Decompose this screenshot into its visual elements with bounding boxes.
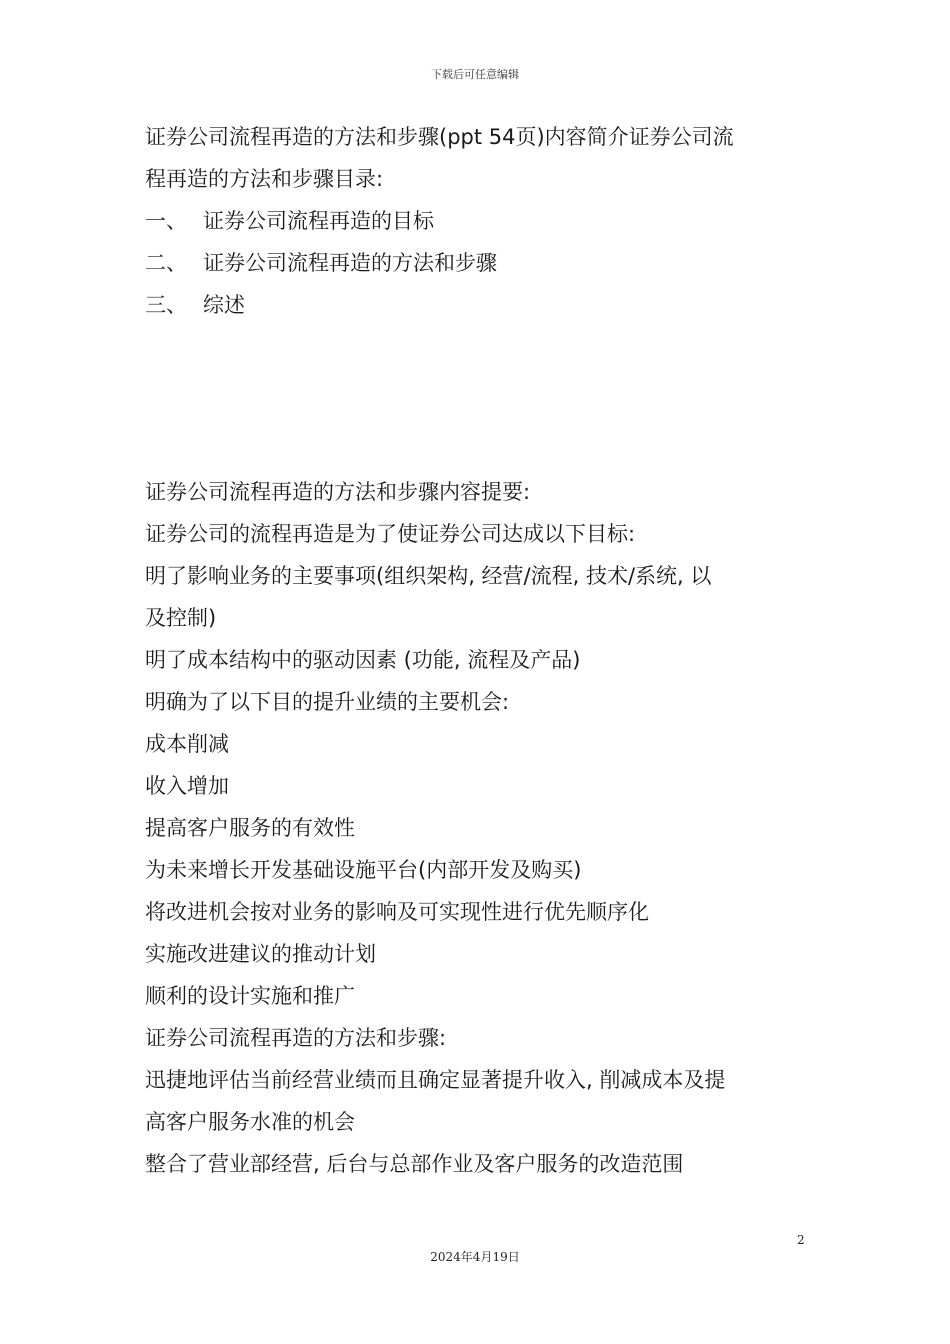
summary-line: 证券公司流程再造的方法和步骤:	[145, 1026, 447, 1050]
toc-item	[145, 200, 810, 242]
summary-line: 将改进机会按对业务的影响及可实现性进行优先顺序化	[145, 900, 649, 924]
toc-number: 三、	[145, 293, 187, 317]
summary-block	[145, 471, 810, 1185]
toc-item	[145, 284, 810, 326]
page-header: 下载后可任意编辑	[431, 68, 519, 81]
summary-line: 收入增加	[145, 774, 229, 798]
summary-line: 为未来增长开发基础设施平台(内部开发及购买)	[145, 858, 582, 882]
summary-line: 明了成本结构中的驱动因素 (功能, 流程及产品)	[145, 648, 581, 672]
toc-label: 证券公司流程再造的方法和步骤	[203, 251, 497, 275]
toc-number: 二、	[145, 251, 187, 275]
summary-line: 证券公司的流程再造是为了使证券公司达成以下目标:	[145, 522, 636, 546]
toc-label: 综述	[203, 293, 245, 317]
summary-line: 成本削减	[145, 732, 229, 756]
summary-line: 顺利的设计实施和推广	[145, 984, 355, 1008]
summary-line: 整合了营业部经营, 后台与总部作业及客户服务的改造范围	[145, 1152, 684, 1176]
summary-line: 明确为了以下目的提升业绩的主要机会:	[145, 690, 510, 714]
summary-line: 明了影响业务的主要事项(组织架构, 经营/流程, 技术/系统, 以	[145, 564, 712, 588]
summary-line: 高客户服务水准的机会	[145, 1110, 355, 1134]
toc-label: 证券公司流程再造的目标	[203, 209, 434, 233]
summary-line: 证券公司流程再造的方法和步骤内容提要:	[145, 480, 531, 504]
summary-line: 及控制)	[145, 606, 217, 630]
intro-block	[145, 116, 810, 326]
toc-item	[145, 242, 810, 284]
footer-date: 2024年4月19日	[430, 1250, 520, 1264]
intro-line: 证券公司流程再造的方法和步骤(ppt 54页)内容简介证券公司流	[145, 125, 734, 149]
intro-line: 程再造的方法和步骤目录:	[145, 167, 384, 191]
summary-line: 迅捷地评估当前经营业绩而且确定显著提升收入, 削减成本及提	[145, 1068, 726, 1092]
page-number: 2	[797, 1233, 805, 1247]
toc-number: 一、	[145, 209, 187, 233]
summary-line: 实施改进建议的推动计划	[145, 942, 376, 966]
summary-line: 提高客户服务的有效性	[145, 816, 355, 840]
